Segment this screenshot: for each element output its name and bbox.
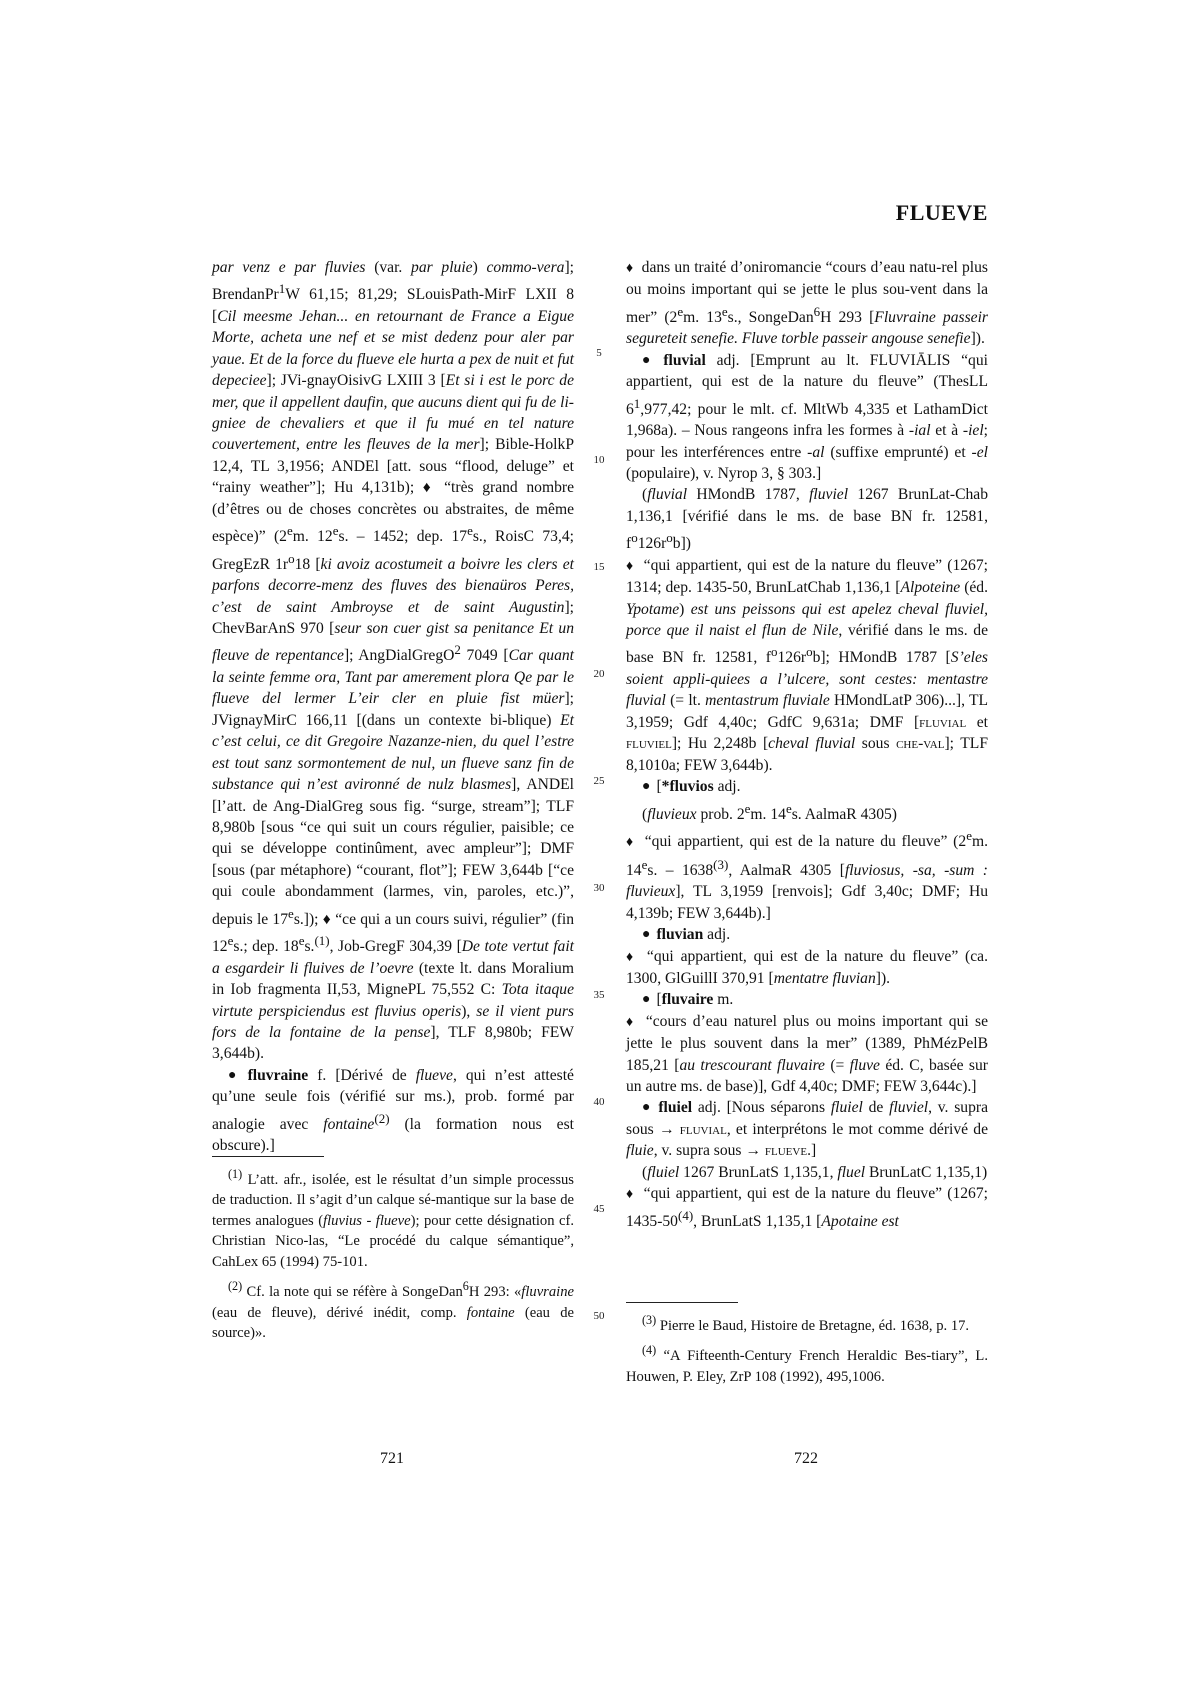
line-number: 10 (593, 454, 605, 466)
entry-paragraph: ● fluvial adj. [Emprunt au lt. FLUVIĀLIS “qui appartient, qui est de la nature du fleuve” (ThesLL $6^1,977,42$; pour le mlt. cf. MltWb 4,335 et LathamDict 1,968a). – Nous rangeons infra les formes à -ial et à -iel; pour les interférences entre -al (suffixe emprunté) et -el (populaire), v. Nyrop 3, § 303.] (626, 351, 988, 483)
footnote: $^{(4)}$ “A Fifteenth-Century French Heraldic Bes-tiary”, L. Houwen, P. Eley, ZrP 108 (1992), 495,1006. (626, 1343, 988, 1385)
left-column (212, 257, 574, 1157)
line-number: 25 (593, 775, 605, 787)
line-number: 20 (593, 668, 605, 680)
entry-paragraph: ♦ “qui appartient, qui est de la nature du fleuve” (2em. 14es. – 1638$^{(3)}$, AalmaR 4305 [fluviosus, -sa, -sum : fluvieux], TL 3,1959 [renvois]; Gdf 3,40c; DMF; Hu 4,139b; FEW 3,644b).] (626, 828, 988, 922)
entry-paragraph: ♦ “qui appartient, qui est de la nature du fleuve” (1267; 1314; dep. 1435-50, BrunLatChab 1,136,1 [Alpoteine (éd. Ypotame) est uns peissons qui est apelez cheval fluviel, porce que il naist el flun de Nile, vérifié dans le ms. de base BN fr. 12581, $f^o126r^ob$]; HMondB 1787 [S’eles soient appli-quiees a l’ulcere, sont cestes: mentastre fluvial (= lt. mentastrum fluviale HMondLatP 306)...], TL 3,1959; Gdf 4,40c; GdfC 9,631a; DMF [fluvial et fluviel]; Hu 2,248b [cheval fluvial sous che-val]; TLF 8,1010a; FEW 3,644b). (626, 556, 989, 774)
footnote-rule (626, 1302, 738, 1303)
entry-paragraph: ● fluiel adj. [Nous séparons fluiel de fluviel, v. supra sous → fluvial, et interprétons le mot comme dérivé de fluie, v. supra sous → flueve.] (626, 1099, 989, 1160)
line-number: 35 (593, 989, 605, 1001)
footnote: $^{(1)}$ L’att. afr., isolée, est le résultat d’un simple processus de traduction. Il s’agit d’un calque sé-mantique sur la base de termes analogues (fluvius - flueve); pour cette désignation cf. Christian Nico-las, “Le procédé du calque sémantique”, CahLex 65 (1994) 75-101. (212, 1167, 574, 1270)
entry-paragraph: ● [fluvaire m. (642, 991, 734, 1009)
entry-paragraph: (fluvial HMondB 1787, fluviel 1267 BrunLat-Chab 1,136,1 [vérifié dans le ms. de base BN fr. 12581, $f^o126r^ob$]) (626, 486, 988, 553)
line-number: 40 (593, 1096, 605, 1108)
page-number-left: 721 (380, 1450, 404, 1467)
entry-paragraph: ● fluvraine f. [Dérivé de flueve, qui n’est attesté qu’une seule fois (vérifié sur ms.), prob. formé par analogie avec fontaine$^{(2)}$ (la formation nous est obscure).] (212, 1066, 574, 1155)
running-header: FLUEVE (895, 200, 988, 225)
page-number-right: 722 (794, 1450, 818, 1467)
line-number: 15 (593, 561, 605, 573)
entry-paragraph: (fluvieux prob. 2em. 14es. AalmaR 4305) (642, 800, 897, 823)
line-number: 50 (593, 1310, 605, 1322)
line-number: 30 (593, 882, 605, 894)
footnote: $^{(2)}$ Cf. la note qui se réfère à SongeDan$^6$H 293: «fluvraine (eau de fleuve), dérivé inédit, comp. fontaine (eau de source)». (212, 1279, 574, 1342)
entry-paragraph: ♦ “cours d’eau naturel plus ou moins important qui se jette le plus souvent dans la mer” (1389, PhMézPelB 185,21 [au trescourant fluvaire (= fluve éd. C, basée sur un autre ms. de base)], Gdf 4,40c; DMF; FEW 3,644c).] (626, 1012, 988, 1095)
footnote-rule (212, 1156, 324, 1157)
footnote: $^{(3)}$ Pierre le Baud, Histoire de Bretagne, éd. 1638, p. 17. (642, 1313, 970, 1334)
right-column (626, 257, 988, 1233)
entry-paragraph: ● fluvian adj. (642, 926, 731, 944)
entry-paragraph: par venz e par fluvies (var. par pluie) commo-vera]; BrendanPr$^1$W 61,15; 81,29; SLouisPath-MirF LXII 8 [Cil meesme Jehan... en retournant de France a Eigue Morte, acheta une nef et se mist dedenz pour aler par yaue. Et de la force du flueve ele hurta a pex de nuit et fut depeciee]; JVi-gnayOisivG LXIII 3 [Et si i est le porc de mer, que il appellent daufin, que aucuns dient qui fu de li-gniee de chevaliers et que il fu mué en tel nature couvertement, entre les fleuves de la mer]; Bible-HolkP 12,4, TL 3,1956; ANDEl [att. sous “flood, deluge” et “rainy weather”]; Hu 4,131b); ♦ “très grand nombre (d’êtres ou de choses concrètes ou abstraites, de même espèce)” (2em. 12es. – 1452; dep. 17es., RoisC 73,4; GregEzR $1r^o18$ [ki avoiz acostumeit a boivre les clers et parfons decorre-menz des fluves des bienaüros Peres, c’est de saint Ambroyse et de saint Augustin]; ChevBarAnS 970 [seur son cuer gist sa penitance Et un fleuve de repentance]; AngDialGregO$^2$ 7049 [Car quant la seinte femme ora, Tant par amerement plora Qe par le flueve del lermer L’eir cler en pluie fist müer]; JVignayMirC 166,11 [(dans un contexte bi-blique) Et c’est celui, ce dit Gregoire Nazanze-nien, du quel l’estre est tout sanz sormontement de nul, un flueve sanz fin de substance qui n’est avironné de nulz blasmes], ANDEl [l’att. de Ang-DialGreg sous fig. “surge, stream”]; TLF 8,980b [sous “ce qui suit un cours régulier, paisible; ce qui se développe continûment, avec ampleur”]; DMF [sous (par métaphore) “courant, flot”]; FEW 3,644b [“ce qui coule abondamment (larmes, vin, paroles, etc.)”, depuis le 17es.]); ♦ “ce qui a un cours suivi, régulier” (fin 12es.; dep. 18es.$^{(1)}$, Job-GregF 304,39 [De tote vertut fait a esgardeir li fluives de l’oevre (texte lt. dans Moralium in Iob fragmenta II,53, MignePL 75,552 C: Tota itaque virtute perspiciendus est fluvius operis), se il vient purs fors de la fontaine de la pense], TLF 8,980b; FEW 3,644b). (212, 259, 575, 1063)
line-number: 45 (593, 1203, 605, 1215)
entry-paragraph: ♦ dans un traité d’oniromancie “cours d’eau natu-rel plus ou moins important qui se jette le plus sou-vent dans la mer” (2em. 13es., SongeDan$^6$H 293 [Fluvraine passeir segureteit senefie. Fluve torble passeir angouse senefie]). (626, 259, 988, 348)
entry-paragraph: ♦ “qui appartient, qui est de la nature du fleuve” (1267; 1435-50$^{(4)}$, BrunLatS 1,135,1 [Apotaine est (626, 1184, 988, 1231)
entry-paragraph: ♦ “qui appartient, qui est de la nature du fleuve” (ca. 1300, GlGuillI 370,91 [mentatre fluvian]). (626, 947, 988, 987)
left-footnotes (212, 1164, 574, 1348)
line-number: 5 (596, 347, 602, 359)
entry-paragraph: ● [*fluvios adj. (642, 778, 741, 796)
entry-paragraph: (fluiel 1267 BrunLatS 1,135,1, fluel BrunLatC 1,135,1) (642, 1163, 988, 1181)
right-footnotes (626, 1310, 988, 1391)
